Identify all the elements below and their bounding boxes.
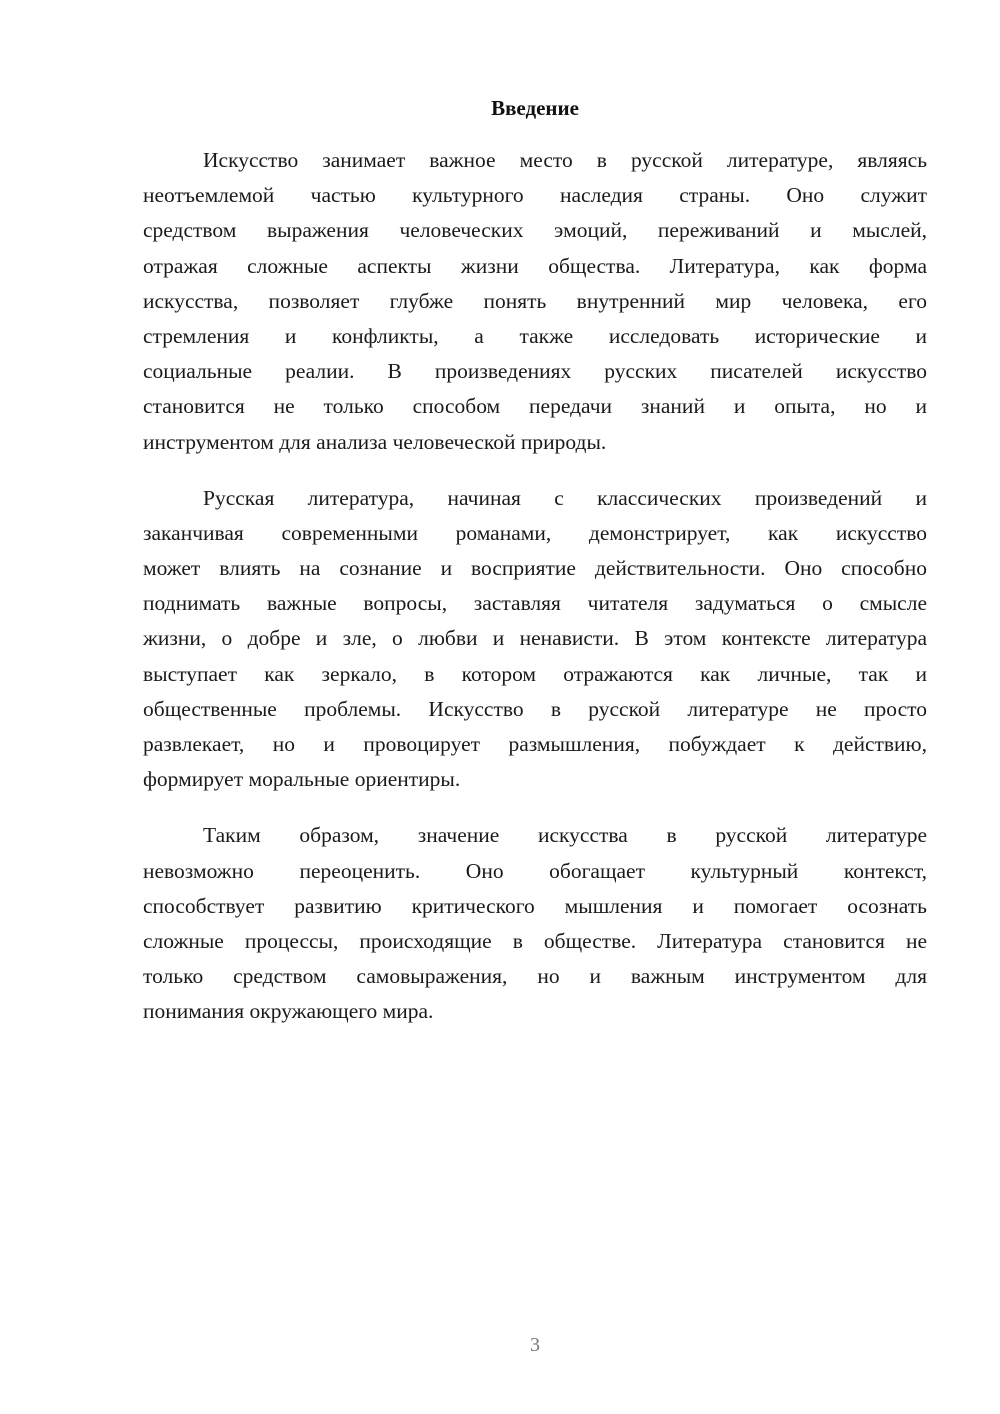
text-line: Таким образом, значение искусства в русской литературе [203,823,927,848]
text-line: искусства, позволяет глубже понять внутренний мир человека, его [143,288,927,313]
text-line: Русская литература, начиная с классических произведений и [203,485,927,510]
text-line: только средством самовыражения, но и важным инструментом для [143,964,927,989]
text-line: отражая сложные аспекты жизни общества. Литература, как форма [143,253,927,278]
paragraph [143,143,927,460]
text-line: становится не только способом передачи знаний и опыта, но и [143,394,927,419]
text-line: формирует моральные ориентиры. [143,767,461,792]
text-line: развлекает, но и провоцирует размышления, побуждает к действию, [143,732,927,756]
paragraph [143,481,927,798]
text-line: неотъемлемой частью культурного наследия страны. Оно служит [143,183,927,208]
text-line: заканчивая современными романами, демонстрирует, как искусство [143,520,927,545]
text-line: может влиять на сознание и восприятие действительности. Оно способно [143,556,927,581]
text-line: жизни, о добре и зле, о любви и ненависти. В этом контексте литература [143,626,927,651]
section-title: Введение [491,96,579,120]
text-line: средством выражения человеческих эмоций, переживаний и мыслей, [143,218,927,243]
text-line: Искусство занимает важное место в русской литературе, являясь [203,148,927,172]
text-line: выступает как зеркало, в котором отражаются как личные, так и [143,661,927,686]
page-number: 3 [530,1334,540,1356]
paragraph [143,818,927,1029]
document-body [143,143,927,1051]
text-line: сложные процессы, происходящие в обществе. Литература становится не [143,928,927,953]
text-line: стремления и конфликты, а также исследовать исторические и [143,323,927,348]
text-line: понимания окружающего мира. [143,999,434,1024]
text-line: невозможно переоценить. Оно обогащает культурный контекст, [143,858,927,883]
text-line: поднимать важные вопросы, заставляя читателя задуматься о смысле [143,591,927,616]
text-line: общественные проблемы. Искусство в русской литературе не просто [143,696,927,721]
text-line: инструментом для анализа человеческой природы. [143,429,607,454]
text-line: социальные реалии. В произведениях русских писателей искусство [143,359,927,384]
text-line: способствует развитию критического мышления и помогает осознать [143,893,927,918]
